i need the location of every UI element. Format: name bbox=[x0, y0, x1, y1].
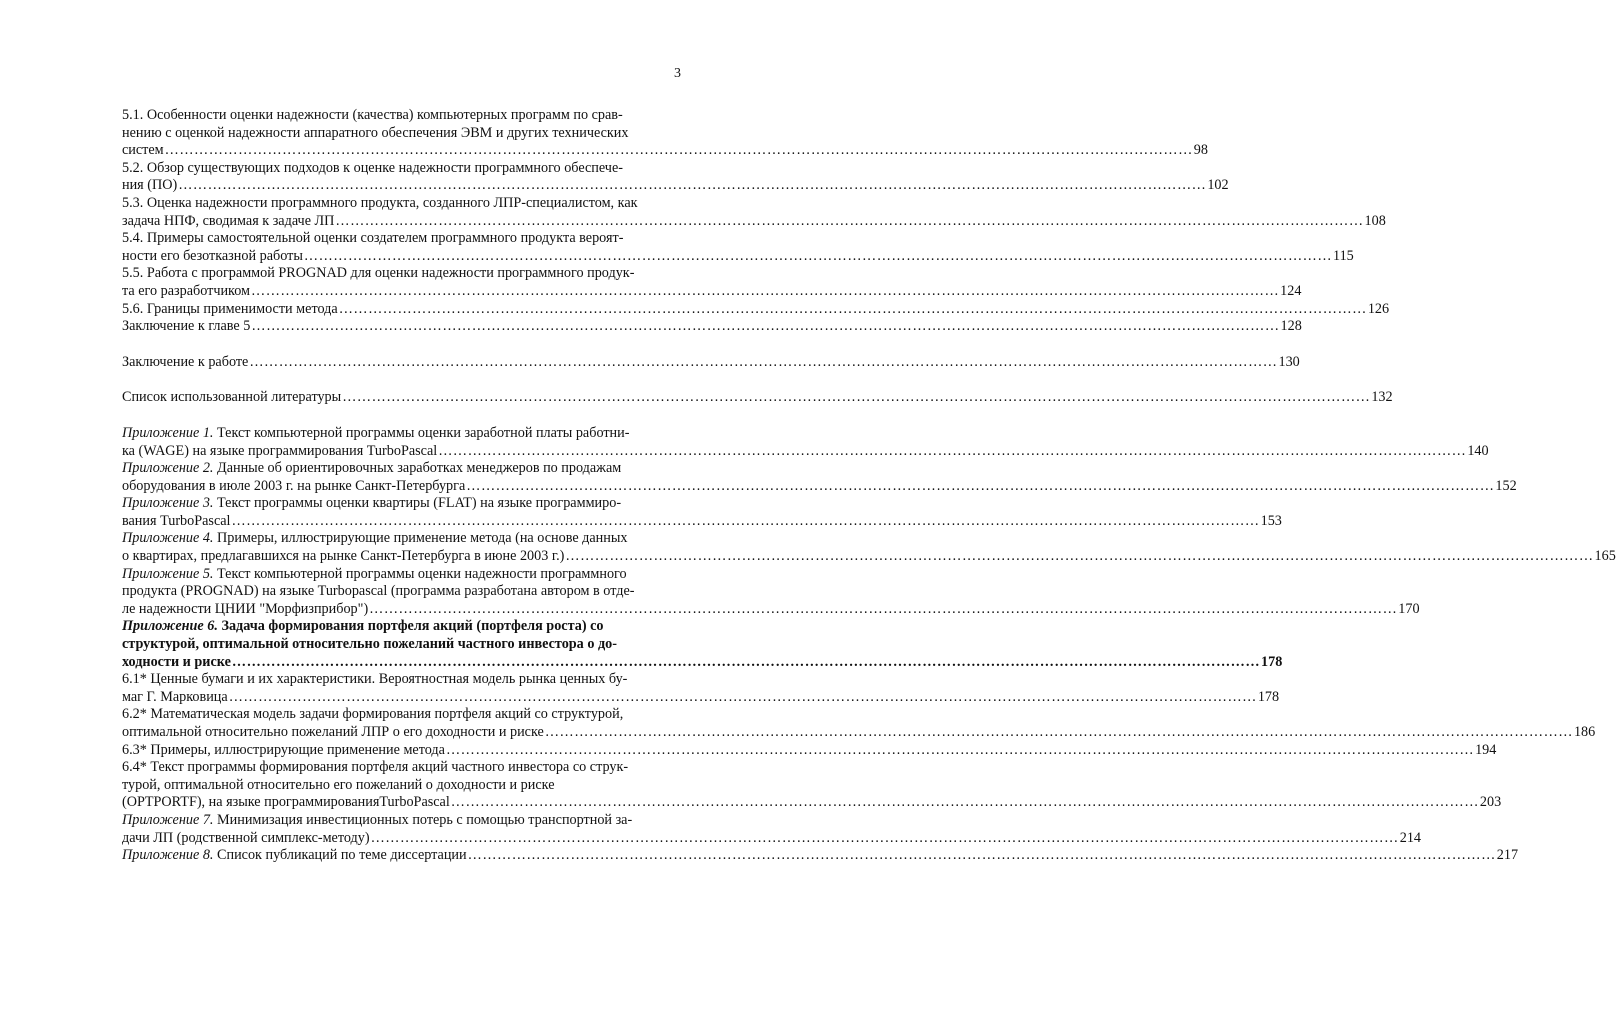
toc-entry-title: ка (WAGE) на языке программирования TurboPascal bbox=[122, 442, 438, 459]
dot-leader: ………………………………………………………………………………………………………………………………………………………………………………………… bbox=[164, 142, 1193, 159]
appendix-label: Приложение 5. bbox=[122, 565, 214, 582]
toc-entry-last-line bbox=[122, 794, 1502, 812]
toc-entry-text: продукта (PROGNAD) на языке Turbopascal (программа разработана автором в отде- bbox=[122, 583, 635, 600]
toc-entry-text: Данные об ориентировочных заработках менеджеров по продажам bbox=[213, 460, 622, 477]
toc-page-number: 124 bbox=[1280, 282, 1302, 299]
toc-entry-title: Заключение к работе bbox=[122, 353, 249, 370]
toc-entry-line bbox=[122, 495, 686, 513]
toc-entry bbox=[122, 811, 1421, 847]
page-number: 3 bbox=[674, 66, 681, 81]
toc-page-number: 194 bbox=[1475, 741, 1497, 758]
toc-entry-last-line bbox=[122, 247, 1354, 266]
toc-entry-last-line bbox=[122, 741, 1497, 760]
toc-entry bbox=[122, 618, 1283, 671]
dot-leader: ………………………………………………………………………………………………………………………………………………………………………………………… bbox=[303, 247, 1332, 264]
toc-entry-last-line bbox=[122, 688, 1280, 707]
appendix-label: Приложение 6. bbox=[122, 618, 218, 635]
toc-entry-line bbox=[122, 530, 686, 548]
toc-page-number: 186 bbox=[1573, 724, 1596, 740]
toc-entry-text: Текст компьютерной программы оценки надежности программного bbox=[213, 565, 627, 582]
toc-entry-title: ле надежности ЦНИИ "Морфизприбор") bbox=[122, 600, 369, 617]
toc-page-number: 152 bbox=[1495, 477, 1517, 494]
toc-entry-last-line bbox=[122, 847, 1519, 865]
toc-entry-last-line bbox=[122, 548, 1616, 566]
toc-entry-last-line bbox=[122, 282, 1302, 301]
toc-entry bbox=[122, 424, 1489, 460]
toc-entry-title: вания TurboPascal bbox=[122, 512, 231, 529]
toc-entry bbox=[122, 300, 1390, 319]
dot-leader: ………………………………………………………………………………………………………………………………………………………………………………………… bbox=[370, 829, 1399, 846]
appendix-label: Приложение 7. bbox=[122, 811, 214, 828]
toc-entry-title: (OPTPORTF), на языке программированияTurboPascal bbox=[122, 794, 450, 811]
toc-entry-title: задача НПФ, сводимая к задаче ЛП bbox=[122, 212, 335, 229]
dot-leader: ………………………………………………………………………………………………………………………………………………………………………………………… bbox=[438, 442, 1467, 459]
toc-entry-line bbox=[122, 812, 686, 830]
toc-entry-title: Список использованной литературы bbox=[122, 389, 342, 406]
appendix-label: Приложение 4. bbox=[122, 530, 214, 547]
toc-entry bbox=[122, 194, 1386, 230]
dot-leader: ………………………………………………………………………………………………………………………………………………………………………………………… bbox=[231, 653, 1260, 670]
toc-entry-title: оптимальной относительно пожеланий ЛПР о его доходности и риске bbox=[122, 724, 544, 740]
toc-entry-text: структурой, оптимальной относительно пожеланий частного инвестора о до- bbox=[122, 636, 617, 653]
dot-leader: ………………………………………………………………………………………………………………………………………………………………………………………… bbox=[231, 512, 1260, 529]
toc-entry-line bbox=[122, 759, 686, 777]
toc-page-number: 140 bbox=[1467, 442, 1489, 459]
toc-entry-line bbox=[122, 125, 686, 143]
toc-entry-text: турой, оптимальной относительно его пожеланий о доходности и риске bbox=[122, 776, 555, 793]
toc-page-number: 128 bbox=[1280, 318, 1302, 335]
toc-entry bbox=[122, 759, 1502, 812]
dot-leader: ………………………………………………………………………………………………………………………………………………………………………………………… bbox=[251, 318, 1280, 335]
appendix-label: Приложение 8. bbox=[122, 847, 214, 864]
toc-entry-text: 6.4* Текст программы формирования портфеля акций частного инвестора со струк- bbox=[122, 759, 629, 776]
toc-entry bbox=[122, 847, 1519, 865]
toc-entry-line bbox=[122, 265, 686, 283]
dot-leader: ………………………………………………………………………………………………………………………………………………………………………………………… bbox=[249, 353, 1278, 370]
toc-entry-title: о квартирах, предлагавшихся на рынке Санкт-Петербурга в июне 2003 г.) bbox=[122, 548, 565, 565]
toc-entry-text: Задача формирования портфеля акций (портфеля роста) со bbox=[217, 618, 604, 635]
toc-entry-line bbox=[122, 160, 686, 178]
toc-page-number: 132 bbox=[1371, 389, 1393, 406]
toc-page-number: 130 bbox=[1278, 353, 1300, 370]
toc-entry-title: 5.6. Границы применимости метода bbox=[122, 300, 338, 317]
toc-entry-last-line bbox=[122, 477, 1517, 496]
toc-entry-text: 5.2. Обзор существующих подходов к оценке надежности программного обеспече- bbox=[122, 159, 623, 176]
toc-entry-title: ности его безотказной работы bbox=[122, 247, 303, 264]
toc-entry-last-line bbox=[122, 442, 1489, 461]
dot-leader: ………………………………………………………………………………………………………………………………………………………………………………………… bbox=[251, 282, 1280, 299]
toc-entry-last-line bbox=[122, 177, 1229, 195]
toc-entry-line bbox=[122, 618, 686, 636]
toc-entry bbox=[122, 565, 1420, 619]
toc-entry bbox=[122, 389, 1393, 407]
toc-entry-last-line bbox=[122, 353, 1300, 372]
toc-page-number: 98 bbox=[1193, 142, 1208, 159]
dot-leader: ………………………………………………………………………………………………………………………………………………………………………………………… bbox=[466, 477, 1495, 494]
toc-entry-text: 5.1. Особенности оценки надежности (качества) компьютерных программ по срав- bbox=[122, 107, 623, 123]
toc-entry-last-line bbox=[122, 724, 1596, 742]
toc-entry bbox=[122, 318, 1302, 336]
toc-entry-title: дачи ЛП (родственной симплекс-методу) bbox=[122, 829, 370, 846]
toc-page-number: 102 bbox=[1207, 177, 1229, 194]
toc-entry bbox=[122, 159, 1229, 195]
toc-entry-line bbox=[122, 425, 686, 443]
toc-entry-last-line bbox=[122, 212, 1386, 231]
toc-page-number: 217 bbox=[1496, 847, 1519, 864]
toc-entry-text: Примеры, иллюстрирующие применение метода (на основе данных bbox=[213, 530, 628, 547]
toc-entry-title: систем bbox=[122, 142, 164, 159]
toc-entry bbox=[122, 495, 1282, 530]
toc-entry-text: 5.3. Оценка надежности программного продукта, созданного ЛПР-специалистом, как bbox=[122, 194, 638, 211]
dot-leader: ………………………………………………………………………………………………………………………………………………………………………………………… bbox=[565, 548, 1594, 565]
toc-entry-text: 6.1* Ценные бумаги и их характеристики. Вероятностная модель рынка ценных бу- bbox=[122, 671, 628, 688]
toc-entry-last-line bbox=[122, 653, 1283, 672]
toc-page-number: 165 bbox=[1594, 548, 1616, 565]
dot-leader: ………………………………………………………………………………………………………………………………………………………………………………………… bbox=[467, 847, 1496, 864]
toc-entry-line bbox=[122, 195, 686, 213]
toc-entry bbox=[122, 671, 1280, 706]
dot-leader: ………………………………………………………………………………………………………………………………………………………………………………………… bbox=[335, 212, 1364, 229]
toc-entry-text: Минимизация инвестиционных потерь с помощью транспортной за- bbox=[213, 811, 633, 828]
toc-entry-last-line bbox=[122, 389, 1393, 407]
appendix-label: Приложение 3. bbox=[122, 495, 214, 512]
appendix-label: Приложение 1. bbox=[122, 424, 214, 441]
toc-entry-last-line bbox=[122, 512, 1282, 531]
toc-entry-title: маг Г. Марковица bbox=[122, 688, 228, 705]
dot-leader: ………………………………………………………………………………………………………………………………………………………………………………………… bbox=[178, 177, 1207, 194]
toc-entry-line bbox=[122, 107, 686, 125]
toc-entry-line bbox=[122, 566, 686, 584]
toc-entry bbox=[122, 530, 1616, 565]
toc-page-number: 153 bbox=[1260, 512, 1282, 529]
toc-entry-last-line bbox=[122, 829, 1421, 848]
toc-entry-last-line bbox=[122, 318, 1302, 336]
dot-leader: ………………………………………………………………………………………………………………………………………………………………………………………… bbox=[445, 741, 1475, 758]
dot-leader: ………………………………………………………………………………………………………………………………………………………………………………………… bbox=[228, 688, 1257, 705]
toc-entry-text: Текст компьютерной программы оценки заработной платы работни- bbox=[213, 424, 630, 441]
toc-entry bbox=[122, 353, 1300, 372]
toc-entry-title: ния (ПО) bbox=[122, 177, 178, 194]
toc-entry-line bbox=[122, 230, 686, 248]
toc-page-number: 126 bbox=[1367, 300, 1390, 317]
toc-entry bbox=[122, 460, 1517, 495]
toc-entry-text: Текст программы оценки квартиры (FLAT) на языке программиро- bbox=[213, 495, 622, 512]
toc-page-number: 203 bbox=[1479, 794, 1502, 811]
toc-page-number: 170 bbox=[1398, 600, 1420, 617]
toc-entry bbox=[122, 741, 1497, 760]
appendix-label: Приложение 2. bbox=[122, 460, 214, 477]
toc-entry-last-line bbox=[122, 300, 1390, 319]
toc-entry-last-line bbox=[122, 600, 1420, 619]
toc-entry-title: ходности и риске bbox=[122, 653, 231, 670]
toc-page-number: 178 bbox=[1257, 688, 1280, 705]
toc-entry-last-line bbox=[122, 142, 1208, 160]
dot-leader: ………………………………………………………………………………………………………………………………………………………………………………………… bbox=[544, 724, 1573, 740]
toc-entry-text: 6.2* Математическая модель задачи формирования портфеля акций со структурой, bbox=[122, 706, 624, 723]
toc-entry-line bbox=[122, 460, 686, 478]
toc-entry-line bbox=[122, 636, 686, 654]
toc-entry-line bbox=[122, 706, 686, 724]
toc-entry-text: 5.5. Работа с программой PROGNAD для оценки надежности программного продук- bbox=[122, 265, 635, 282]
toc-entry-line bbox=[122, 777, 686, 795]
toc-entry-line bbox=[122, 583, 686, 601]
toc-page-number: 214 bbox=[1399, 829, 1421, 846]
toc-page-number: 178 bbox=[1261, 653, 1283, 670]
toc-entry bbox=[122, 107, 1208, 160]
toc-entry-text: нению с оценкой надежности аппаратного обеспечения ЭВМ и других технических bbox=[122, 124, 629, 141]
toc-entry bbox=[122, 230, 1354, 265]
table-of-contents bbox=[122, 107, 1616, 865]
dot-leader: ………………………………………………………………………………………………………………………………………………………………………………………… bbox=[338, 300, 1367, 317]
toc-entry-title: Приложение 8. Список публикаций по теме диссертации bbox=[122, 847, 467, 864]
toc-entry-text: 5.4. Примеры самостоятельной оценки создателем программного продукта вероят- bbox=[122, 230, 624, 247]
toc-entry-title: Заключение к главе 5 bbox=[122, 318, 251, 335]
toc-entry bbox=[122, 265, 1302, 300]
toc-page-number: 115 bbox=[1333, 247, 1354, 264]
toc-entry-title: та его разработчиком bbox=[122, 282, 251, 299]
toc-entry-title: 6.3* Примеры, иллюстрирующие применение метода bbox=[122, 741, 445, 758]
dot-leader: ………………………………………………………………………………………………………………………………………………………………………………………… bbox=[342, 389, 1371, 406]
toc-page-number: 108 bbox=[1364, 212, 1386, 229]
dot-leader: ………………………………………………………………………………………………………………………………………………………………………………………… bbox=[450, 794, 1479, 811]
toc-entry-line bbox=[122, 671, 686, 689]
toc-entry bbox=[122, 706, 1596, 741]
toc-entry-title: оборудования в июле 2003 г. на рынке Санкт-Петербурга bbox=[122, 477, 466, 494]
dot-leader: ………………………………………………………………………………………………………………………………………………………………………………………… bbox=[369, 600, 1398, 617]
